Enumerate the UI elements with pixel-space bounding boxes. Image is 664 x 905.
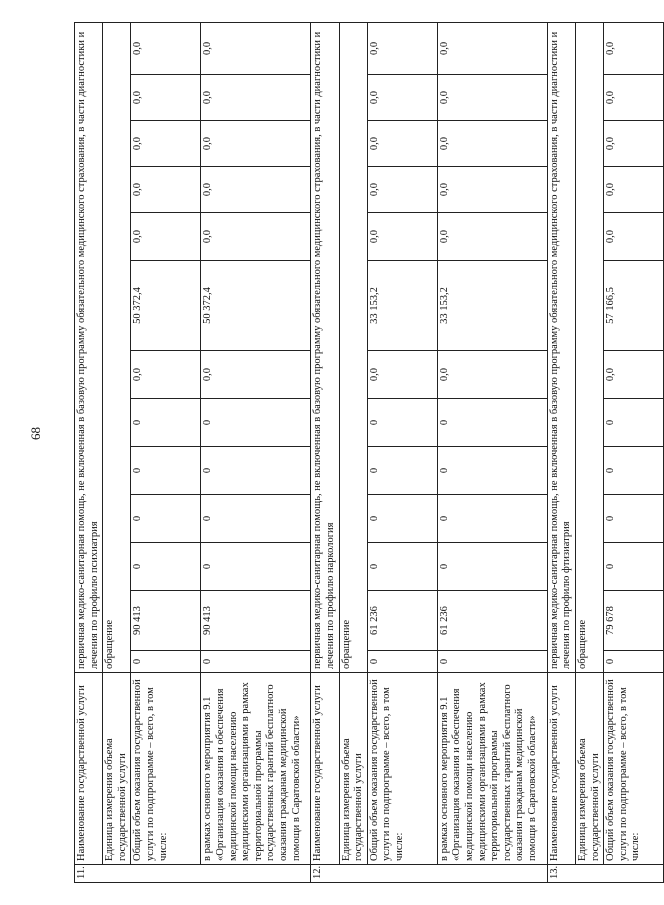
s13-total-v5: 0 (604, 399, 664, 447)
s12-total-v3: 0 (367, 495, 437, 543)
s12-sub-v9: 0,0 (437, 167, 547, 213)
page-number: 68 (28, 427, 43, 440)
s12-sub-v7: 33 153,2 (437, 261, 547, 351)
s11-sub-v0: 0 (201, 651, 311, 673)
s13-total-v10: 0,0 (604, 121, 664, 167)
s12-sub-v1: 61 236 (437, 591, 547, 651)
s11-sub-row (201, 22, 311, 882)
rotated-table-container (74, 23, 642, 883)
s11-sub-v11: 0,0 (201, 75, 311, 121)
s13-total-v0: 0 (604, 651, 664, 673)
s12-sub-v2: 0 (437, 543, 547, 591)
s12-sub-v5: 0 (437, 399, 547, 447)
s13-total-v7: 57 166,5 (604, 261, 664, 351)
s12-label-name: Наименование государственной услуги (311, 673, 339, 865)
s12-sub-v12: 0,0 (437, 22, 547, 74)
s11-sub-v1: 90 413 (201, 591, 311, 651)
s11-sub-v3: 0 (201, 495, 311, 543)
s11-total-label: Общий объем оказания государственной услуги по подпрограмме – всего, в том числе: (131, 673, 201, 865)
s13-number: 13. (547, 865, 663, 883)
s12-total-v1: 61 236 (367, 591, 437, 651)
s11-sub-v7: 50 372,4 (201, 261, 311, 351)
s11-total-v11: 0,0 (131, 75, 201, 121)
s13-total-v8: 0,0 (604, 213, 664, 261)
s13-total-v11: 0,0 (604, 75, 664, 121)
s11-total-v6: 0,0 (131, 351, 201, 399)
s12-total-v11: 0,0 (367, 75, 437, 121)
s12-sub-row (437, 22, 547, 882)
s11-total-v10: 0,0 (131, 121, 201, 167)
s12-total-v0: 0 (367, 651, 437, 673)
s11-sub-v10: 0,0 (201, 121, 311, 167)
s12-total-v7: 33 153,2 (367, 261, 437, 351)
s13-total-v12: 0,0 (604, 22, 664, 74)
s11-label-unit: Единица измерения объема государственной услуги (103, 673, 131, 865)
s11-sub-v6: 0,0 (201, 351, 311, 399)
s12-total-v12: 0,0 (367, 22, 437, 74)
s12-sub-v4: 0 (437, 447, 547, 495)
s12-service-name: первичная медико-санитарная помощь, не включенная в базовую программу обязательного медицинского страхования, в части диагностики и лечения по профилю наркология (311, 22, 339, 672)
s11-sub-v8: 0,0 (201, 213, 311, 261)
s13-total-label: Общий объем оказания государственной услуги по подпрограмме – всего, в том числе: (604, 673, 664, 865)
s11-service-name: первичная медико-санитарная помощь, не включенная в базовую программу обязательного медицинского страхования, в части диагностики и лечения по профилю психиатрия (75, 22, 103, 672)
s12-total-v10: 0,0 (367, 121, 437, 167)
s12-sub-label: в рамках основного мероприятия 9.1 «Организация оказания и обеспечения медицинской помощи населению медицинскими организациями в рамках территориальной программы государственных гарантий бесплатного оказания гражданам медицинской помощи в Саратовской области» (437, 673, 547, 865)
s11-total-v8: 0,0 (131, 213, 201, 261)
s11-sub-label: в рамках основного мероприятия 9.1 «Организация оказания и обеспечения медицинской помощи населению медицинскими организациями в рамках территориальной программы государственных гарантий бесплатного оказания гражданам медицинской помощи в Саратовской области» (201, 673, 311, 865)
s11-total-v1: 90 413 (131, 591, 201, 651)
s11-total-v2: 0 (131, 543, 201, 591)
s13-total-v4: 0 (604, 447, 664, 495)
s11-label-name: Наименование государственной услуги (75, 673, 103, 865)
s12-total-v4: 0 (367, 447, 437, 495)
s13-name-row (547, 22, 575, 882)
s12-unit: обращение (339, 22, 367, 672)
s11-total-v7: 50 372,4 (131, 261, 201, 351)
s11-sub-v9: 0,0 (201, 167, 311, 213)
s12-name-row (311, 22, 339, 882)
s11-sub-v2: 0 (201, 543, 311, 591)
services-table (74, 22, 664, 883)
s13-unit-row (575, 22, 603, 882)
s11-total-v4: 0 (131, 447, 201, 495)
s12-label-unit: Единица измерения объема государственной услуги (339, 673, 367, 865)
s11-total-v5: 0 (131, 399, 201, 447)
s12-total-v5: 0 (367, 399, 437, 447)
s11-sub-v12: 0,0 (201, 22, 311, 74)
s13-total-v2: 0 (604, 543, 664, 591)
s13-service-name: первичная медико-санитарная помощь, не включенная в базовую программу обязательного медицинского страхования, в части диагностики и лечения по профилю фтизиатрия (547, 22, 575, 672)
s12-sub-v11: 0,0 (437, 75, 547, 121)
s13-label-unit: Единица измерения объема государственной услуги (575, 673, 603, 865)
s12-total-v6: 0,0 (367, 351, 437, 399)
s12-total-v2: 0 (367, 543, 437, 591)
s13-total-v9: 0,0 (604, 167, 664, 213)
s12-total-row (367, 22, 437, 882)
s13-total-v3: 0 (604, 495, 664, 543)
s12-sub-v6: 0,0 (437, 351, 547, 399)
s12-sub-v8: 0,0 (437, 213, 547, 261)
s13-total-row (604, 22, 664, 882)
s13-label-name: Наименование государственной услуги (547, 673, 575, 865)
s11-total-row (131, 22, 201, 882)
s12-total-v8: 0,0 (367, 213, 437, 261)
s11-name-row (75, 22, 103, 882)
s13-unit: обращение (575, 22, 603, 672)
s11-total-v12: 0,0 (131, 22, 201, 74)
s11-total-v3: 0 (131, 495, 201, 543)
s11-sub-v5: 0 (201, 399, 311, 447)
s12-sub-v0: 0 (437, 651, 547, 673)
s12-unit-row (339, 22, 367, 882)
s13-total-v1: 79 678 (604, 591, 664, 651)
s11-total-v0: 0 (131, 651, 201, 673)
s11-sub-v4: 0 (201, 447, 311, 495)
s12-total-v9: 0,0 (367, 167, 437, 213)
s11-unit-row (103, 22, 131, 882)
s11-number: 11. (75, 865, 311, 883)
s12-sub-v3: 0 (437, 495, 547, 543)
s11-total-v9: 0,0 (131, 167, 201, 213)
s12-sub-v10: 0,0 (437, 121, 547, 167)
s13-total-v6: 0,0 (604, 351, 664, 399)
s12-total-label: Общий объем оказания государственной услуги по подпрограмме – всего, в том числе: (367, 673, 437, 865)
s11-unit: обращение (103, 22, 131, 672)
s12-number: 12. (311, 865, 547, 883)
